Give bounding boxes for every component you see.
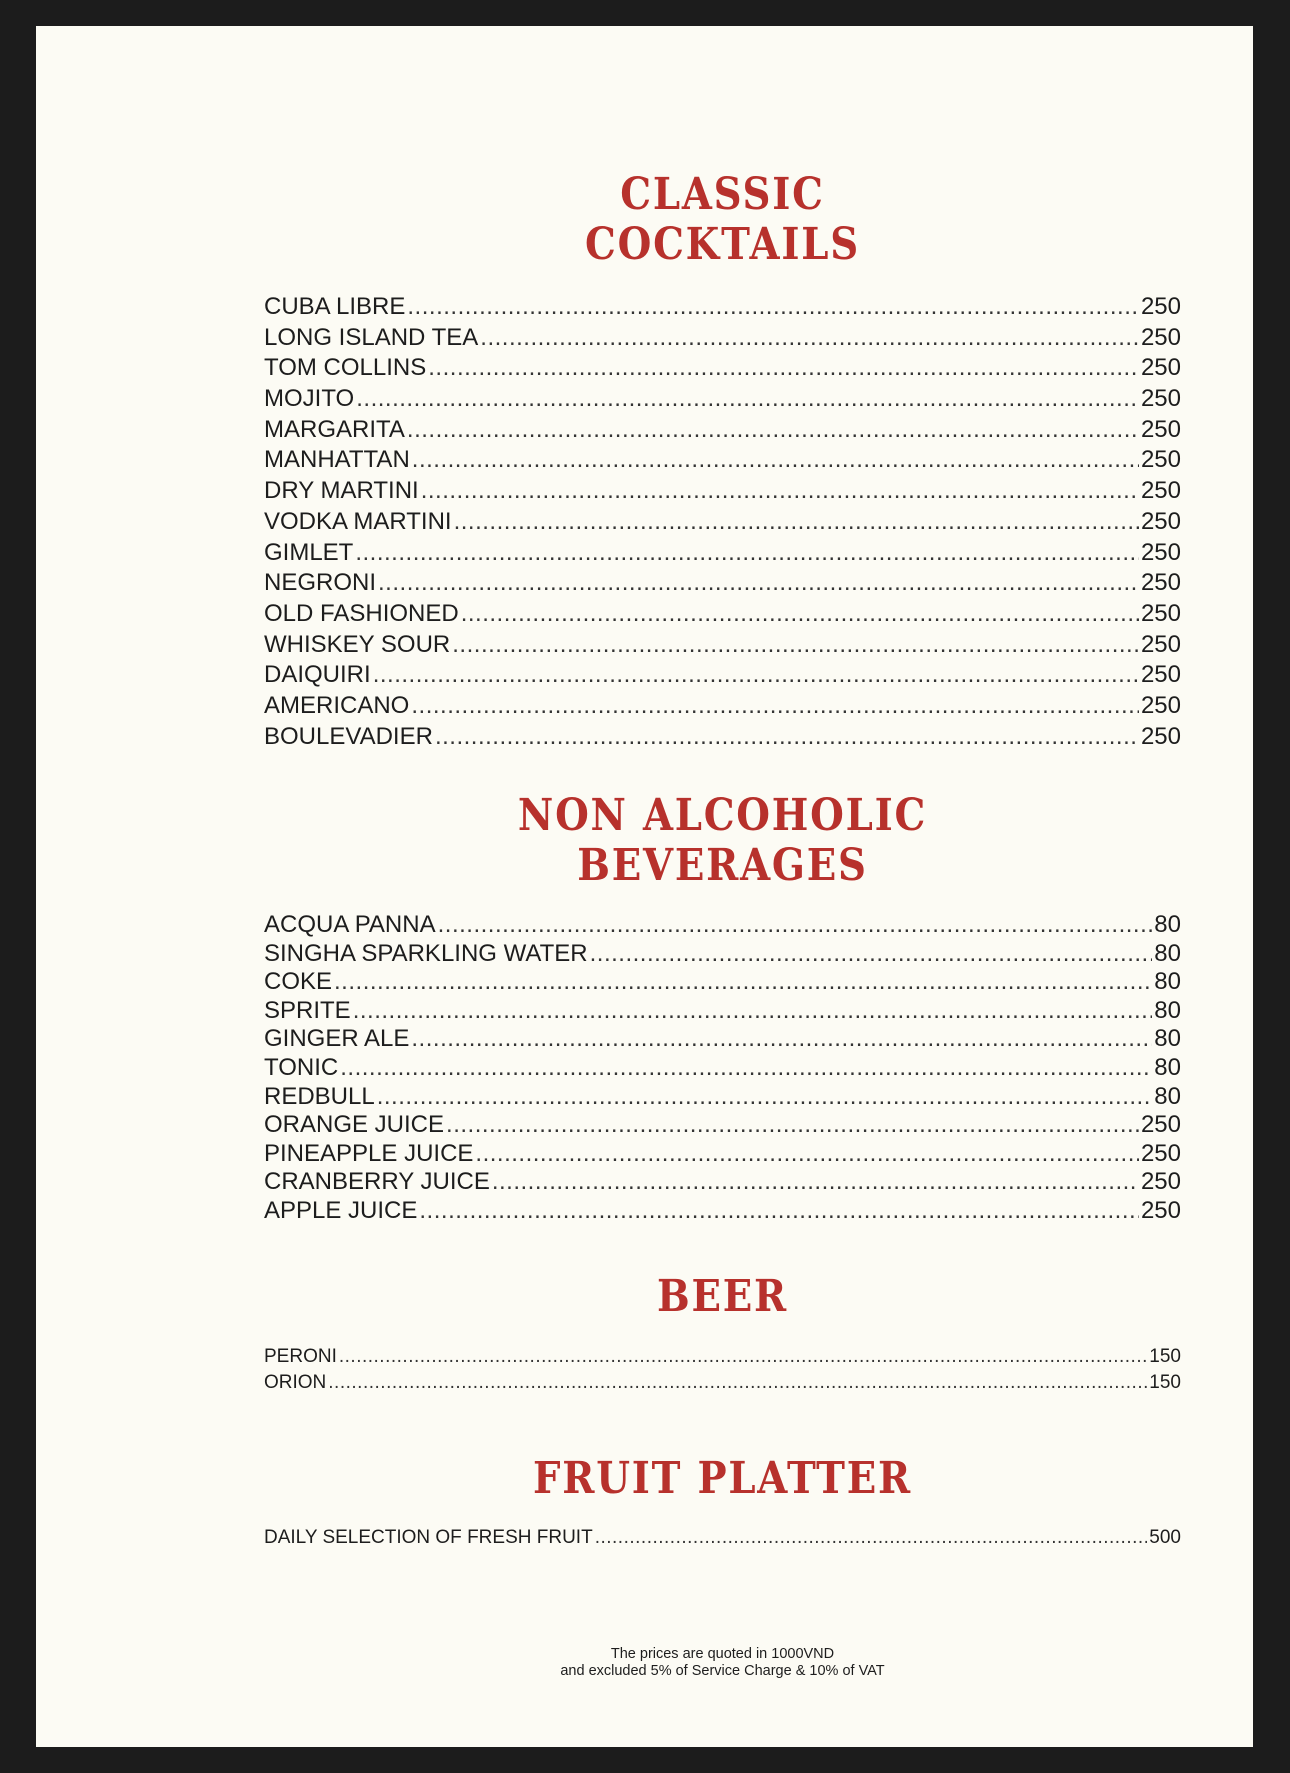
menu-item	[264, 323, 1181, 354]
menu-item-price: 250	[1140, 722, 1181, 750]
menu-item	[264, 538, 1181, 569]
menu-item	[264, 1111, 1181, 1140]
menu-item	[264, 722, 1181, 753]
menu-item-price: 150	[1149, 1346, 1181, 1367]
menu-item	[264, 415, 1181, 446]
menu-item	[264, 1054, 1181, 1083]
menu-item-price: 250	[1140, 507, 1181, 535]
menu-item-name: PINEAPPLE JUICE	[264, 1139, 474, 1167]
fruit-platter-list	[264, 1525, 1181, 1551]
menu-item	[264, 911, 1181, 940]
menu-item	[264, 1197, 1181, 1226]
title-line: COCKTAILS	[585, 219, 860, 270]
menu-item-price: 80	[1154, 1082, 1181, 1110]
menu-item-name: ORION	[264, 1372, 327, 1393]
menu-item-price: 250	[1140, 477, 1181, 505]
menu-item-name: TONIC	[264, 1053, 339, 1081]
menu-item-price: 250	[1140, 1139, 1181, 1167]
footnote-line: The prices are quoted in 1000VND	[610, 1646, 835, 1662]
menu-item	[264, 968, 1181, 997]
dot-leader	[339, 1344, 1147, 1370]
dot-leader	[334, 968, 1152, 997]
dot-leader	[590, 940, 1153, 969]
menu-item-name: OLD FASHIONED	[264, 599, 459, 627]
menu-item-price: 80	[1154, 968, 1181, 996]
dot-leader	[454, 507, 1139, 538]
menu-item-price: 150	[1149, 1372, 1181, 1393]
menu-item-price: 250	[1140, 691, 1181, 719]
menu-item-price: 250	[1140, 446, 1181, 474]
menu-item-price: 80	[1154, 1053, 1181, 1081]
dot-leader	[407, 292, 1139, 323]
section-title-fruit-platter: FRUIT PLATTER	[533, 1453, 912, 1504]
menu-item	[264, 1525, 1181, 1551]
menu-item-price: 250	[1140, 599, 1181, 627]
menu-item-name: REDBULL	[264, 1082, 375, 1110]
menu-item-name: BOULEVADIER	[264, 722, 433, 750]
menu-item-name: COKE	[264, 968, 333, 996]
classic-cocktails-list	[264, 292, 1181, 752]
menu-item-name: SINGHA SPARKLING WATER	[264, 939, 588, 967]
dot-leader	[480, 323, 1139, 354]
dot-leader	[419, 1197, 1139, 1226]
menu-item-price: 80	[1154, 1025, 1181, 1053]
non-alcoholic-list	[264, 911, 1181, 1226]
title-line: NON ALCOHOLIC	[517, 790, 928, 841]
dot-leader	[356, 384, 1139, 415]
menu-item-name: MARGARITA	[264, 415, 405, 443]
menu-item	[264, 599, 1181, 630]
menu-item-name: PERONI	[264, 1346, 337, 1367]
menu-item-name: DAIQUIRI	[264, 661, 371, 689]
menu-item-name: TOM COLLINS	[264, 354, 427, 382]
dot-leader	[475, 1140, 1139, 1169]
menu-item-price: 80	[1154, 939, 1181, 967]
menu-item-price: 80	[1154, 996, 1181, 1024]
menu-item-name: DAILY SELECTION OF FRESH FRUIT	[264, 1527, 593, 1548]
menu-item	[264, 476, 1181, 507]
menu-item	[264, 1344, 1181, 1370]
dot-leader	[378, 568, 1139, 599]
menu-item-name: DRY MARTINI	[264, 477, 419, 505]
menu-item-name: SPRITE	[264, 996, 351, 1024]
menu-item-price: 250	[1140, 354, 1181, 382]
section-title-beer: BEER	[657, 1271, 788, 1322]
menu-item-price: 250	[1140, 293, 1181, 320]
menu-item-price: 250	[1140, 385, 1181, 413]
dot-leader	[492, 1168, 1139, 1197]
menu-item	[264, 1370, 1181, 1396]
menu-item-name: CUBA LIBRE	[264, 293, 406, 320]
menu-item-price: 250	[1140, 538, 1181, 566]
menu-item	[264, 507, 1181, 538]
menu-item-name: GINGER ALE	[264, 1025, 410, 1053]
menu-item	[264, 353, 1181, 384]
menu-item-name: CRANBERRY JUICE	[264, 1168, 490, 1196]
menu-item-name: ACQUA PANNA	[264, 911, 436, 938]
menu-item	[264, 384, 1181, 415]
dot-leader	[438, 911, 1153, 940]
menu-item-price: 250	[1140, 1111, 1181, 1139]
menu-item-name: AMERICANO	[264, 691, 410, 719]
dot-leader	[595, 1525, 1148, 1551]
menu-item	[264, 940, 1181, 969]
dot-leader	[461, 599, 1139, 630]
title-line: BEVERAGES	[577, 840, 868, 891]
menu-item-price: 250	[1140, 661, 1181, 689]
menu-item	[264, 1083, 1181, 1112]
price-footnote	[264, 1646, 1181, 1680]
menu-item-name: MOJITO	[264, 385, 355, 413]
dot-leader	[407, 415, 1139, 446]
menu-item	[264, 660, 1181, 691]
dot-leader	[411, 691, 1139, 722]
dot-leader	[373, 660, 1139, 691]
dot-leader	[428, 353, 1139, 384]
dot-leader	[411, 1025, 1152, 1054]
dot-leader	[421, 476, 1139, 507]
dot-leader	[377, 1083, 1153, 1112]
menu-item-price: 250	[1140, 1168, 1181, 1196]
menu-page	[36, 26, 1253, 1747]
section-title-classic-cocktails	[319, 170, 1126, 270]
dot-leader	[435, 722, 1139, 753]
menu-item-price: 250	[1140, 415, 1181, 443]
menu-item-price: 250	[1140, 569, 1181, 597]
menu-item	[264, 445, 1181, 476]
menu-item-price: 250	[1140, 323, 1181, 351]
menu-item-name: VODKA MARTINI	[264, 507, 452, 535]
menu-item-name: NEGRONI	[264, 569, 377, 597]
title-line: CLASSIC	[620, 169, 825, 220]
dot-leader	[328, 1370, 1147, 1396]
dot-leader	[340, 1054, 1152, 1083]
menu-item	[264, 630, 1181, 661]
footnote-line: and excluded 5% of Service Charge & 10% of VAT	[560, 1663, 885, 1679]
menu-item-name: MANHATTAN	[264, 446, 410, 474]
menu-item	[264, 1140, 1181, 1169]
menu-item	[264, 691, 1181, 722]
menu-item-name: APPLE JUICE	[264, 1196, 418, 1224]
beer-list	[264, 1344, 1181, 1396]
menu-item	[264, 1025, 1181, 1054]
dot-leader	[412, 445, 1139, 476]
dot-leader	[452, 630, 1139, 661]
menu-item-price: 500	[1149, 1527, 1181, 1548]
menu-item-name: WHISKEY SOUR	[264, 630, 451, 658]
dot-leader	[353, 997, 1153, 1026]
menu-item	[264, 292, 1181, 323]
menu-item-name: LONG ISLAND TEA	[264, 323, 479, 351]
section-title-non-alcoholic	[319, 791, 1126, 891]
menu-item	[264, 1168, 1181, 1197]
menu-item-price: 80	[1154, 911, 1181, 938]
dot-leader	[446, 1111, 1139, 1140]
dot-leader	[355, 538, 1139, 569]
menu-item-name: GIMLET	[264, 538, 354, 566]
menu-item	[264, 997, 1181, 1026]
menu-item-name: ORANGE JUICE	[264, 1111, 445, 1139]
menu-item-price: 250	[1140, 630, 1181, 658]
menu-item	[264, 568, 1181, 599]
menu-item-price: 250	[1140, 1196, 1181, 1224]
